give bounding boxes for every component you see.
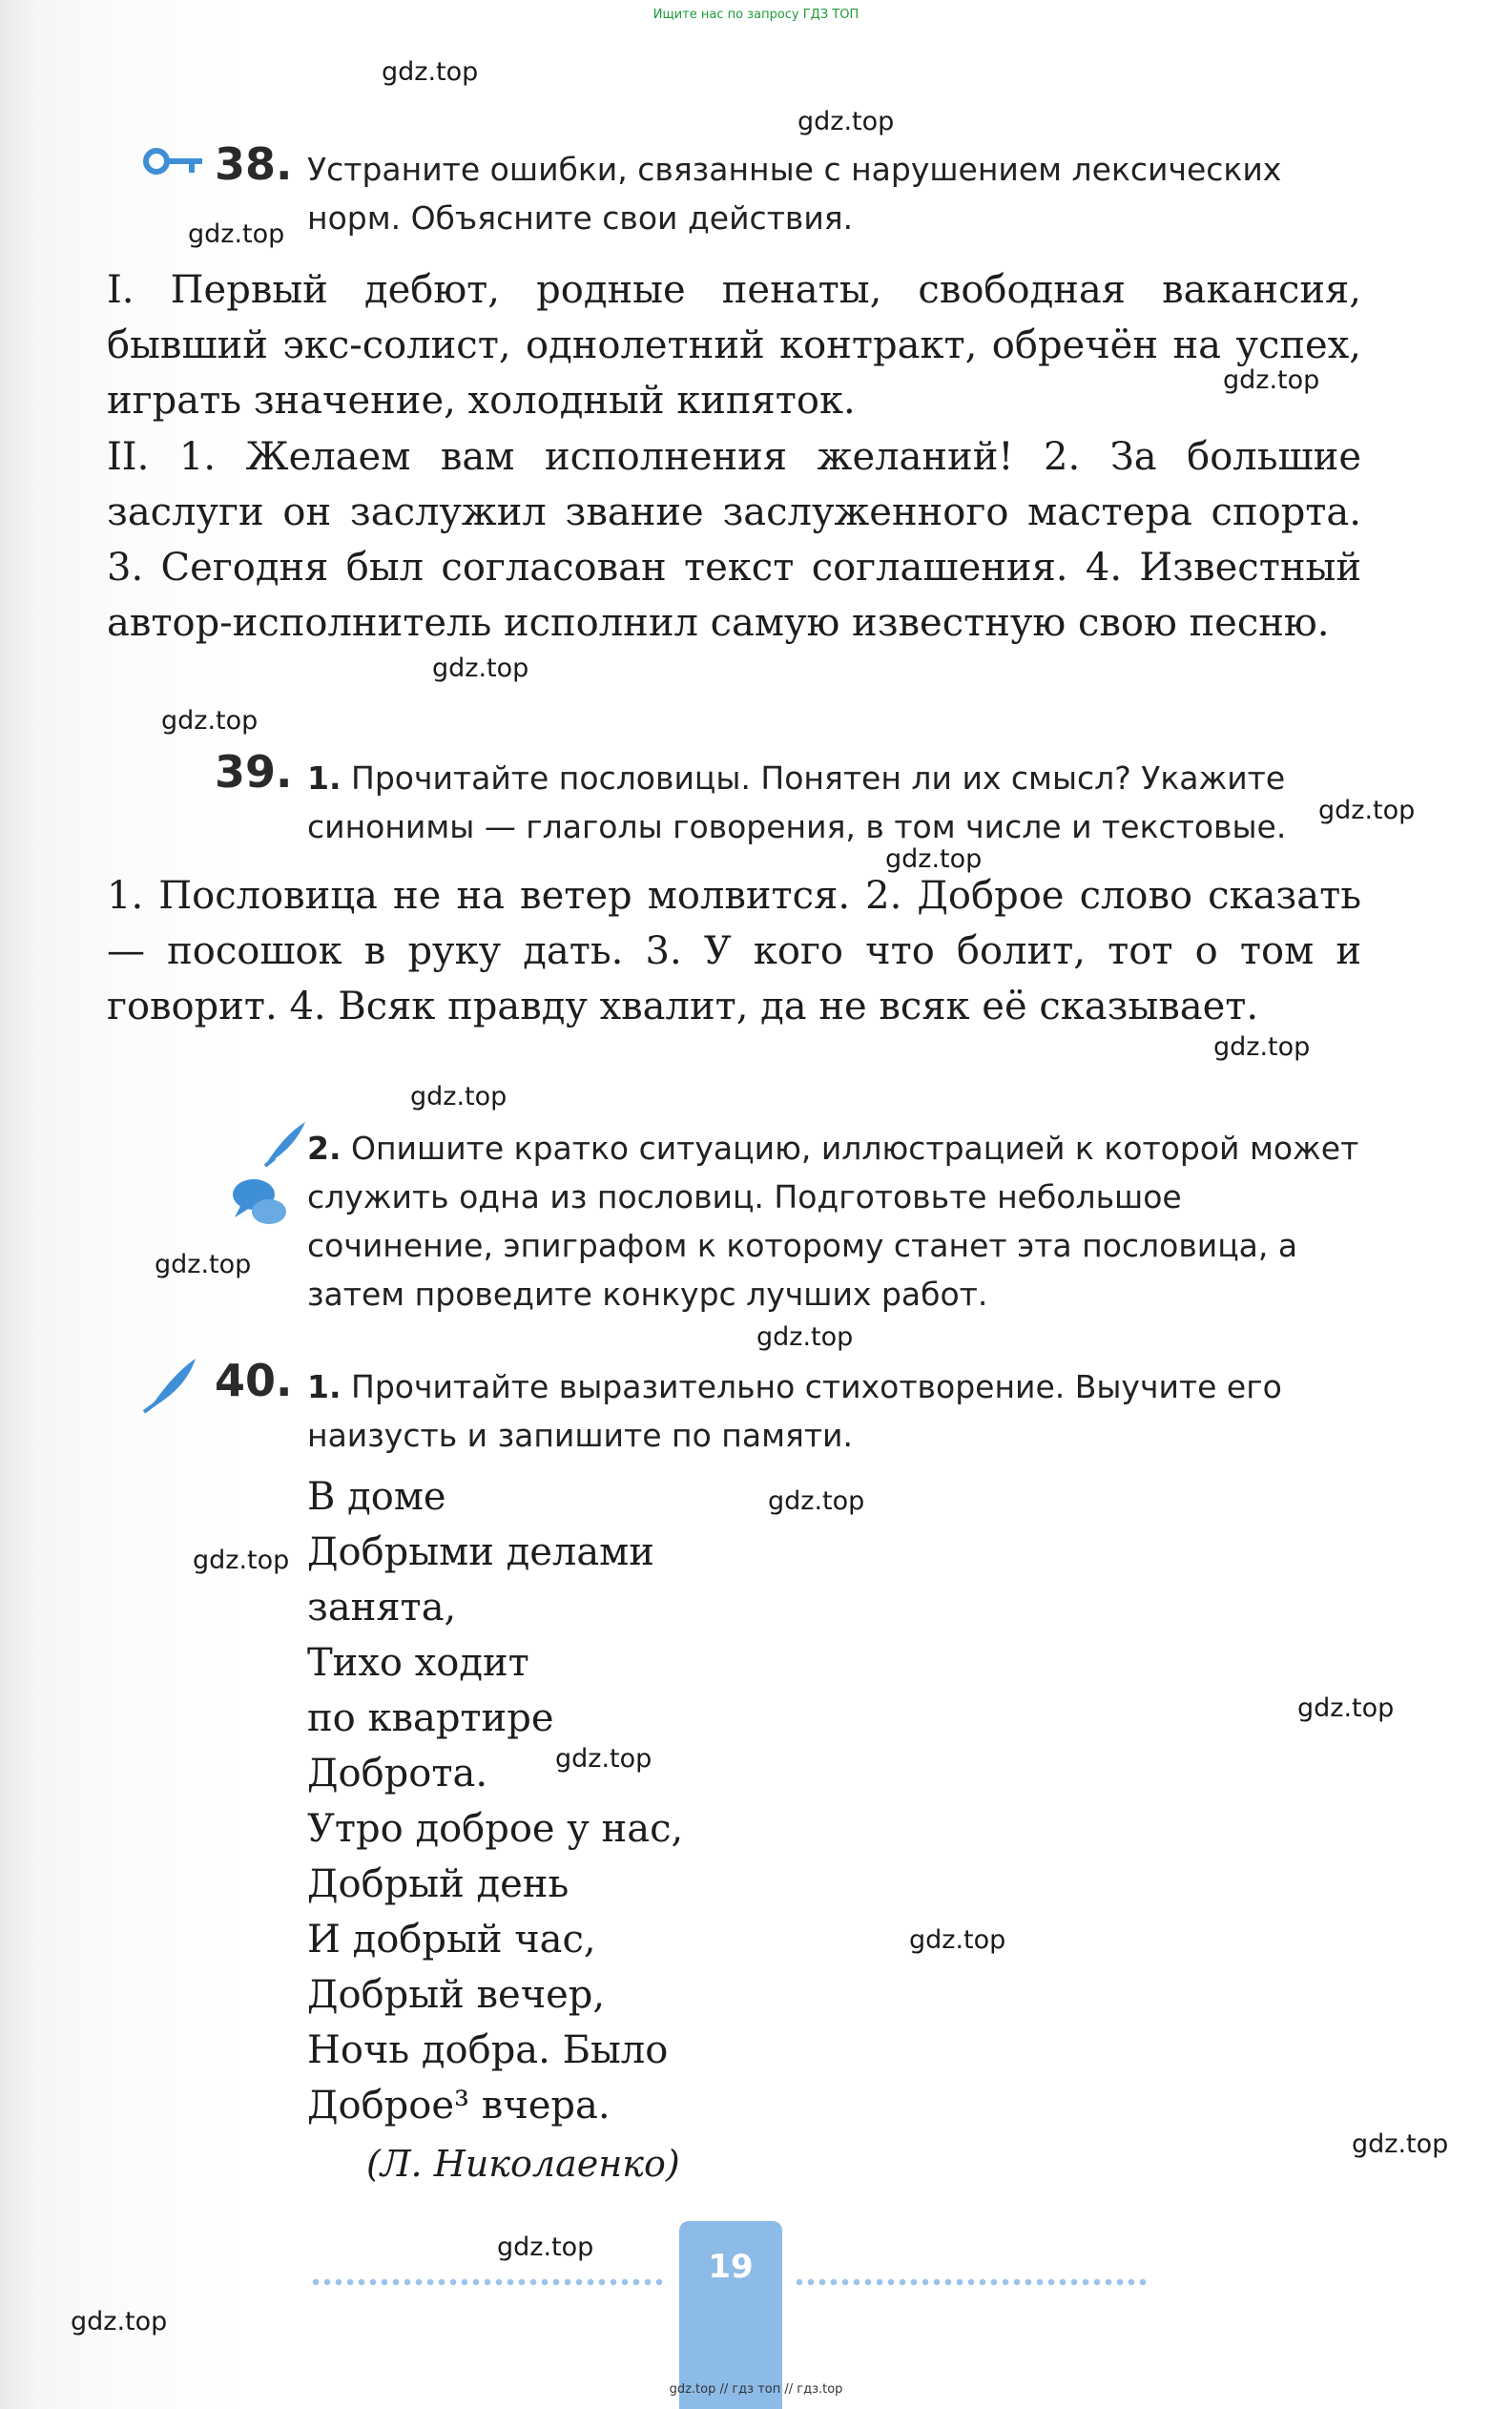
- watermark: gdz.top: [432, 654, 529, 683]
- task-38-part-2: II. 1. Желаем вам исполнения желаний! 2. За большие заслуги он заслужил звание заслуженного мастера спорта. 3. Сегодня был согласован текст соглашения. 4. Известный автор-исполнитель исполнил самую известную свою песню.: [107, 435, 1361, 645]
- task-40-sub-1: 1.: [307, 1368, 342, 1405]
- watermark: gdz.top: [555, 1744, 652, 1774]
- watermark: gdz.top: [161, 706, 259, 736]
- page-number: 19: [679, 2221, 782, 2409]
- task-38-number: 38.: [215, 138, 293, 190]
- watermark: gdz.top: [1318, 796, 1416, 825]
- watermark: gdz.top: [909, 1925, 1006, 1955]
- poem-author: (Л. Николаенко): [366, 2143, 680, 2185]
- task-40-instruction: [307, 1362, 1364, 1460]
- poem-line: Доброе³ вчера.: [307, 2084, 611, 2128]
- poem-line: Утро доброе у нас,: [307, 1807, 684, 1851]
- poem-line: Добрый день: [307, 1862, 570, 1906]
- poem-line: Тихо ходит: [307, 1641, 529, 1685]
- pen-icon: [258, 1116, 311, 1173]
- footer-dots-right: [794, 2278, 1147, 2286]
- watermark: gdz.top: [497, 2232, 594, 2262]
- poem-line: Ночь добра. Было: [307, 2028, 669, 2072]
- bottom-banner[interactable]: gdz.top // гдз топ // гдз.top: [669, 2382, 843, 2397]
- watermark: gdz.top: [188, 219, 285, 249]
- watermark: gdz.top: [193, 1546, 290, 1575]
- footer-dots-left: [310, 2278, 668, 2286]
- poem-line: Добрый вечер,: [307, 1973, 606, 2017]
- watermark: gdz.top: [155, 1250, 252, 1279]
- task-40-instruction-text: Прочитайте выразительно стихотворение. Выучите его наизусть и запишите по памяти.: [307, 1368, 1282, 1454]
- feather-icon: [138, 1353, 201, 1420]
- task-39-proverbs: 1. Пословица не на ветер молвится. 2. Доброе слово сказать — посошок в руку дать. 3. У кого что болит, тот о том и говорит. 4. Всяк правду хвалит, да не всяк её сказывает.: [107, 874, 1361, 1028]
- poem-line: занята,: [307, 1586, 457, 1630]
- task-39-instruction-1: [307, 754, 1364, 851]
- poem-line: В доме: [307, 1475, 446, 1519]
- poem-line: И добрый час,: [307, 1918, 596, 1962]
- watermark: gdz.top: [1213, 1032, 1311, 1062]
- key-icon: [143, 143, 204, 187]
- watermark: gdz.top: [1352, 2129, 1449, 2159]
- task-39-number: 39.: [215, 746, 293, 798]
- speech-bubble-icon: [227, 1173, 294, 1235]
- task-40-number: 40.: [215, 1355, 293, 1406]
- task-40-poem: [307, 1469, 975, 2133]
- watermark: gdz.top: [768, 1486, 865, 1516]
- task-39-instruction-2: [307, 1124, 1364, 1319]
- watermark: gdz.top: [1223, 365, 1320, 395]
- watermark: gdz.top: [410, 1082, 507, 1111]
- task-38-instruction: Устраните ошибки, связанные с нарушением лексических норм. Объясните свои действия.: [307, 151, 1282, 237]
- watermark: gdz.top: [756, 1322, 854, 1352]
- watermark: gdz.top: [71, 2307, 168, 2336]
- poem-line: Доброта.: [307, 1752, 488, 1796]
- watermark: gdz.top: [1297, 1693, 1395, 1723]
- watermark: gdz.top: [885, 844, 983, 874]
- task-39-sub-1: 1.: [307, 759, 342, 797]
- task-39-instruction-2-text: Опишите кратко ситуацию, иллюстрацией к которой может служить одна из пословиц. Подготовьте небольшое сочинение, эпиграфом к которому станет эта пословица, а затем проведите конкурс лучших работ.: [307, 1130, 1359, 1313]
- watermark: gdz.top: [797, 107, 895, 136]
- top-banner[interactable]: Ищите нас по запросу ГДЗ ТОП: [652, 8, 860, 22]
- task-39-instruction-1-text: Прочитайте пословицы. Понятен ли их смысл? Укажите синонимы — глаголы говорения, в том числе и текстовые.: [307, 759, 1287, 845]
- poem-line: по квартире: [307, 1696, 554, 1740]
- task-38-part-1: I. Первый дебют, родные пенаты, свободная вакансия, бывший экс-солист, однолетний контракт, обречён на успех, играть значение, холодный кипяток.: [107, 268, 1361, 423]
- task-39-sub-2: 2.: [307, 1130, 342, 1167]
- watermark: gdz.top: [382, 57, 479, 87]
- poem-line: Добрыми делами: [307, 1530, 654, 1574]
